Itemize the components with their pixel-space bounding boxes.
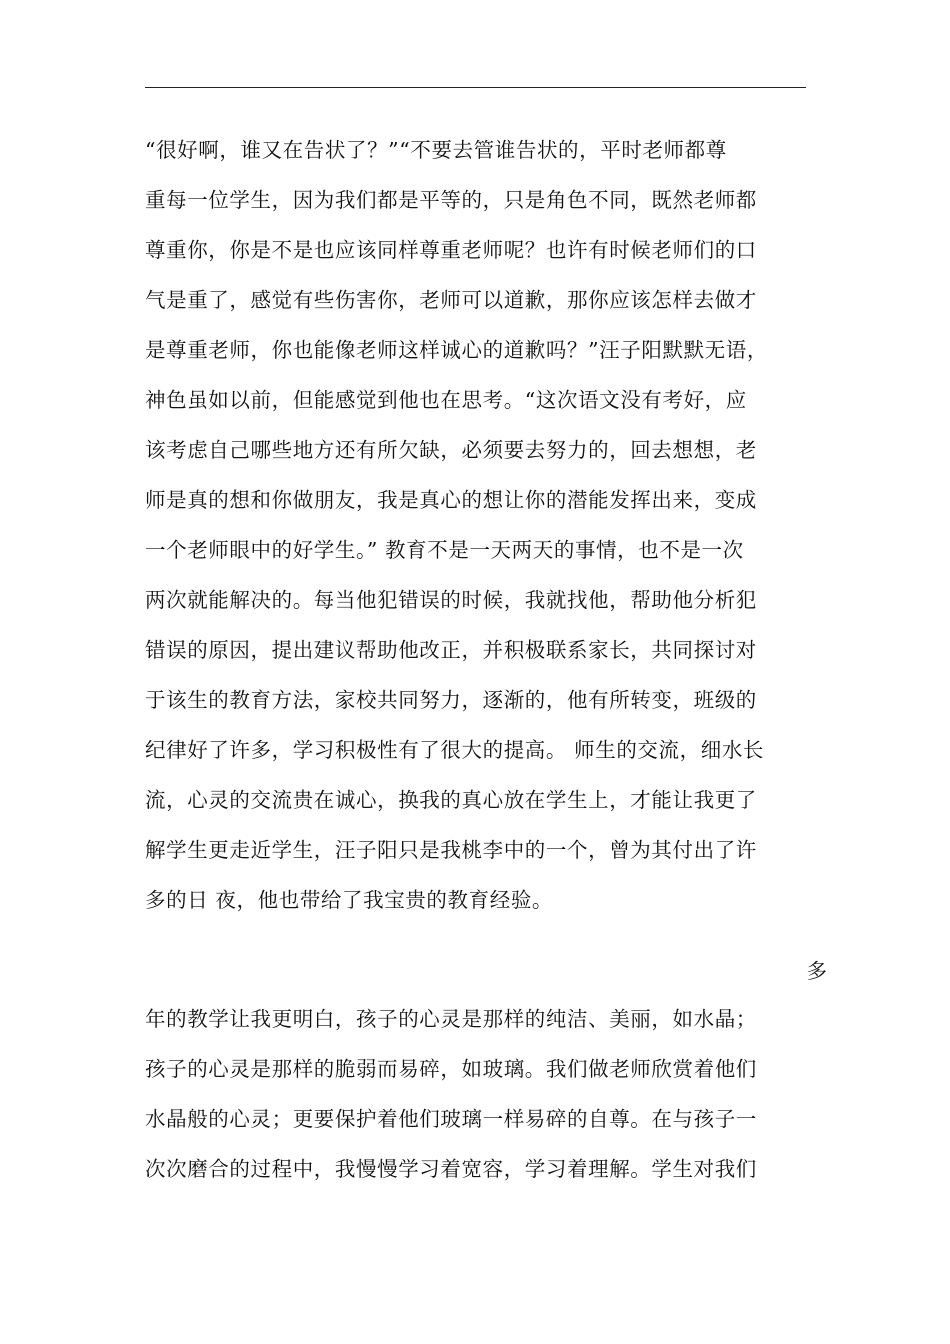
text-line: 重每一位学生，因为我们都是平等的，只是角色不同，既然老师都 [145, 188, 757, 212]
text-line: 该考虑自己哪些地方还有所欠缺，必须要去努力的，回去想想，老 [145, 438, 757, 462]
text-line: 纪律好了许多，学习积极性有了很大的提高。 师生的交流，细水长 [145, 738, 765, 762]
text-line: 尊重你，你是不是也应该同样尊重老师呢？也许有时候老师们的口 [145, 238, 757, 262]
text-line: 两次就能解决的。每当他犯错误的时候，我就找他，帮助他分析犯 [145, 588, 757, 612]
text-line: 师是真的想和你做朋友，我是真心的想让你的潜能发挥出来，变成 [145, 488, 757, 512]
text-line: 孩子的心灵是那样的脆弱而易碎，如玻璃。我们做老师欣赏着他们 [145, 1057, 757, 1081]
header-rule [145, 87, 806, 88]
text-line: 解学生更走近学生，汪子阳只是我桃李中的一个，曾为其付出了许 [145, 838, 757, 862]
text-line: 于该生的教育方法，家校共同努力，逐渐的，他有所转变，班级的 [145, 688, 757, 712]
text-line: 年的教学让我更明白，孩子的心灵是那样的纯洁、美丽，如水晶； [145, 1007, 757, 1031]
text-line: “很好啊，谁又在告状了？”“不要去管谁告状的，平时老师都尊 [145, 138, 727, 162]
right-fragment: 多 [806, 959, 827, 983]
text-line: 流，心灵的交流贵在诚心，换我的真心放在学生上，才能让我更了 [145, 788, 757, 812]
text-line: 水晶般的心灵；更要保护着他们玻璃一样易碎的自尊。在与孩子一 [145, 1107, 757, 1131]
text-line: 错误的原因，提出建议帮助他改正，并积极联系家长，共同探讨对 [145, 638, 757, 662]
text-line: 次次磨合的过程中，我慢慢学习着宽容，学习着理解。学生对我们 [145, 1157, 757, 1181]
text-line: 神色虽如以前，但能感觉到他也在思考。“这次语文没有考好，应 [145, 388, 747, 412]
text-line: 气是重了，感觉有些伤害你，老师可以道歉，那你应该怎样去做才 [145, 288, 757, 312]
text-line: 一个老师眼中的好学生。” 教育不是一天两天的事情，也不是一次 [145, 538, 744, 562]
text-line: 是尊重老师，你也能像老师这样诚心的道歉吗？”汪子阳默默无语， [145, 338, 768, 362]
text-line: 多的日 夜，他也带给了我宝贵的教育经验。 [145, 888, 554, 912]
